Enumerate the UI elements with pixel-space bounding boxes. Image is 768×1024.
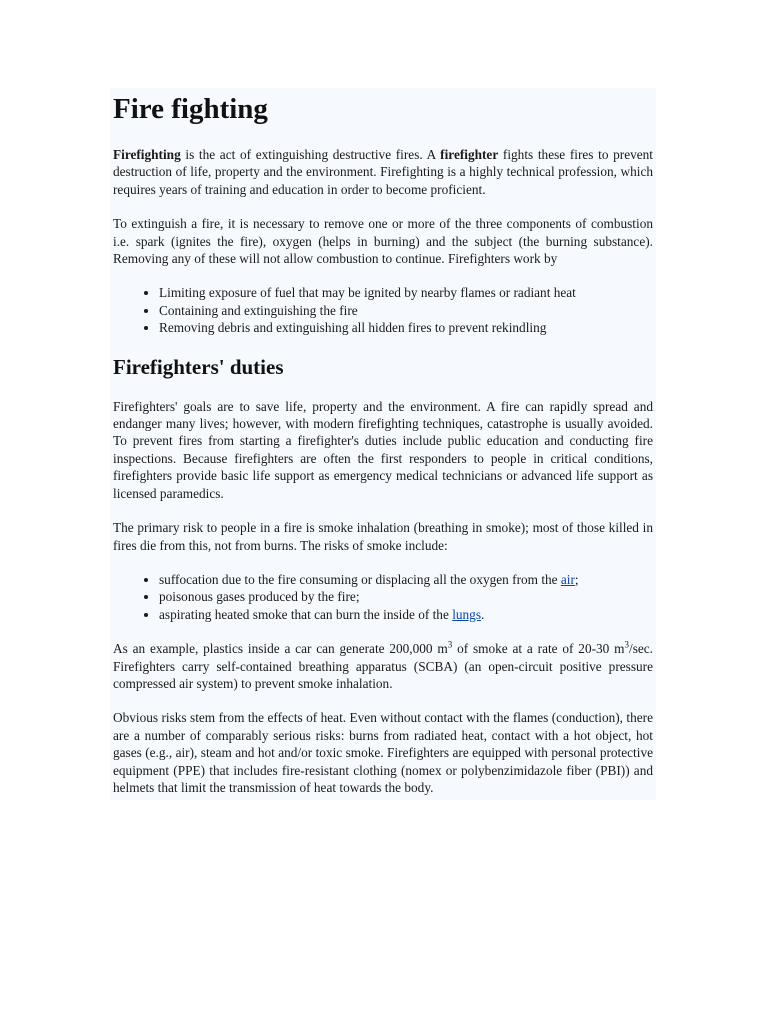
list-item-punct: .: [481, 606, 485, 622]
intro-text-1: is the act of extinguishing destructive fires. A: [180, 147, 441, 162]
smoke-example-paragraph: [113, 640, 653, 692]
heat-risk-paragraph: Obvious risks stem from the effects of heat. Even without contact with the flames (conduction), there are a number of comparably serious risks: burns from radiated heat, contact with a hot object, hot gases (e.g., air), steam and hot and/or toxic smoke. Firefighters are equipped with personal protective equipment (PPE) that includes fire-resistant clothing (nomex or polybenzimidazole fiber (PBI)) and helmets that limit the transmission of heat towards the body.: [113, 710, 653, 795]
list-item-text: aspirating heated smoke that can burn the inside of the: [159, 606, 453, 622]
list-item: • Limiting exposure of fuel that may be ignited by nearby flames or radiant heat: [159, 284, 653, 301]
smoke-risks-list: [113, 571, 653, 623]
list-item-text: suffocation due to the fire consuming or displacing all the oxygen from the: [159, 571, 561, 587]
term-firefighter: firefighter: [440, 147, 499, 162]
combustion-paragraph: To extinguish a fire, it is necessary to remove one or more of the three components of combustion i.e. spark (ignites the fire), oxygen (helps in burning) and the subject (the burning substance). Removing any of these will not allow combustion to continue. Firefighters work by: [113, 216, 653, 267]
superscript: 3: [447, 639, 453, 650]
document-page: [110, 88, 656, 800]
intro-paragraph: [113, 146, 653, 198]
duties-paragraph: Firefighters' goals are to save life, property and the environment. A fire can rapidly spread and endanger many lives; however, with modern firefighting techniques, catastrophe is usually avoided. To prevent fires from starting a firefighter's duties include public education and conducting fire inspections. Because firefighters are often the first responders to people in critical conditions, firefighters provide basic life support as emergency medical technicians or advanced life support as licensed paramedics.: [113, 398, 653, 501]
superscript: 3: [624, 639, 629, 650]
page-title: Fire fighting: [113, 93, 268, 125]
paragraph-text: /sec. Firefighters carry self-contained breathing apparatus (SCBA) (an open-circuit positive pressure compressed air system) to prevent smoke inhalation.: [113, 641, 653, 691]
section-heading-duties: Firefighters' duties: [113, 354, 284, 379]
paragraph-text: of smoke at a rate of 20-30 m: [452, 641, 625, 657]
term-firefighting: Firefighting: [113, 147, 181, 162]
smoke-risk-paragraph: The primary risk to people in a fire is smoke inhalation (breathing in smoke); most of those killed in fires die from this, not from burns. The risks of smoke include:: [113, 520, 653, 553]
list-item: • poisonous gases produced by the fire;: [159, 588, 653, 605]
list-item-punct: ;: [574, 571, 579, 587]
list-item: [159, 571, 653, 588]
link-air[interactable]: air: [560, 571, 575, 587]
methods-list: [113, 284, 653, 336]
paragraph-text: As an example, plastics inside a car can generate 200,000 m: [113, 641, 448, 657]
link-lungs[interactable]: lungs: [452, 606, 482, 622]
list-item: • Containing and extinguishing the fire: [159, 302, 653, 319]
intro-text-2: fights these fires to prevent destruction of life, property and the environment. Firefighting is a highly technical profession, which requires years of training and education in order to become proficient.: [113, 147, 653, 197]
list-item: [159, 606, 653, 623]
list-item: • Removing debris and extinguishing all hidden fires to prevent rekindling: [159, 319, 653, 336]
